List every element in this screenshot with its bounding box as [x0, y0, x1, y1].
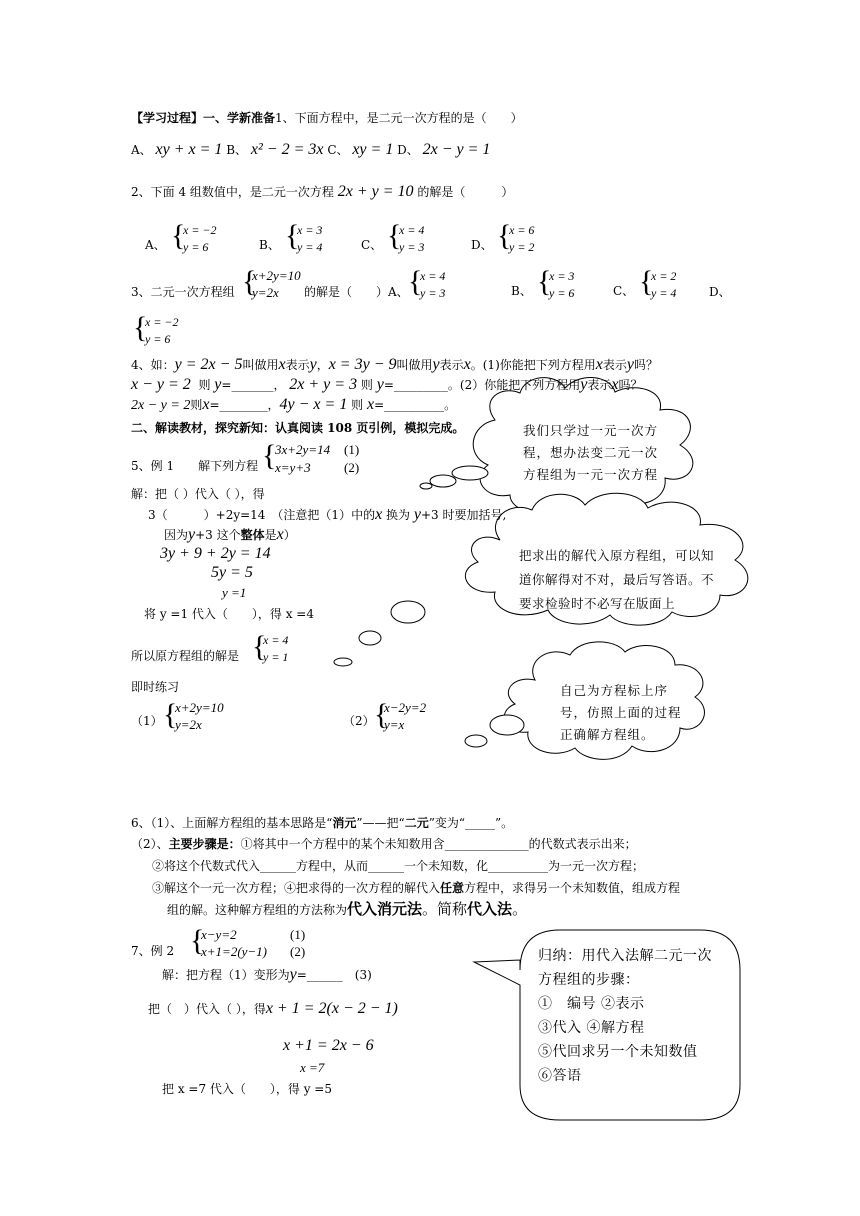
- q6-line1: [131, 815, 513, 831]
- q6-line4: [152, 880, 680, 896]
- q4-var: y: [376, 376, 384, 393]
- sol1-step4: 将 y =1 代入（ ），得 x =4: [144, 607, 314, 621]
- q6-l5c: 。: [512, 900, 528, 918]
- q3-option-d-label: D、: [709, 285, 731, 299]
- cloud1-line: 方程组为一元一次方程: [523, 467, 659, 482]
- sol2-line5: 把 x =7 代入（ ），得 y =5: [162, 1082, 332, 1096]
- q6-xiaoyuan: 消元: [332, 816, 357, 830]
- q4-var: x: [595, 356, 603, 373]
- ex1-n1: (1): [344, 442, 360, 457]
- q4-l3b: 则: [351, 398, 364, 412]
- q2-option-brace: {: [497, 219, 512, 252]
- q6-l5b: 。简称: [422, 900, 468, 918]
- cloud-2-puff: [391, 601, 425, 623]
- q4-l2d: 表示: [587, 378, 612, 392]
- q4-l2b: 则: [360, 378, 373, 392]
- q4-l1e: 表示: [439, 358, 464, 372]
- q1-c-label: C、: [327, 143, 349, 157]
- q3-text: 3、二元一次方程组: [131, 285, 235, 299]
- ex2-l2: x+1=2(y−1): [201, 944, 268, 959]
- q2-text: 2、下面 4 组数值中，是二元一次方程: [131, 185, 334, 199]
- q6-l2b[interactable]: ①将其中一个方程中的某个未知数用含______________的代数式表示出来；: [240, 837, 637, 851]
- q3-option-d-line: x = −2: [145, 315, 179, 329]
- q3-option-a-brace: {: [408, 265, 423, 298]
- q2-option-label: D、: [471, 238, 493, 252]
- q2-option-brace: {: [387, 219, 402, 252]
- section2-heading: 二、解读教材，探究新知：认真阅读 108 页引例，模拟完成。: [131, 421, 465, 435]
- q3-sys-l1: x+2y=10: [252, 268, 301, 283]
- q6-l2a: （2）、: [131, 837, 169, 851]
- q6-eryuan: 二元: [404, 816, 429, 830]
- cloud2-line: 把求出的解代入原方程组，可以知: [519, 548, 715, 563]
- prac1-l2: y=2x: [175, 717, 202, 732]
- q6-l4b: 方程中，求得另一个未知数值，组成方程: [464, 881, 681, 895]
- sol2-line3: x +1 = 2x − 6: [283, 1037, 374, 1054]
- q3-option-b-brace: {: [537, 265, 552, 298]
- sol2-l1b[interactable]: =______ (3): [296, 968, 372, 982]
- q2-option-line: y = 3: [399, 240, 425, 254]
- q1-a-label: A、: [131, 143, 152, 157]
- prac2-l1: x−2y=2: [384, 700, 427, 715]
- q4-line3: [131, 397, 456, 414]
- sol2-l1a: 解：把方程（1）变形为: [162, 968, 290, 982]
- sol1-l2b: 换为: [386, 508, 411, 522]
- cloud-1-puff: [452, 466, 488, 480]
- q2-line: [131, 184, 513, 200]
- q4-var: x: [611, 376, 619, 393]
- ex2-n2: (2): [290, 944, 306, 959]
- q1-d: 2x − y = 1: [422, 141, 491, 158]
- q6-daixiao: 代入消元法: [347, 900, 423, 918]
- cloud2-line: 道你解得对不对，最后写答语。不: [519, 572, 715, 587]
- section1-line: [131, 110, 523, 126]
- cloud-3-puff: [490, 715, 524, 735]
- q4-var: y: [309, 356, 317, 373]
- q2-option-label: B、: [259, 238, 280, 252]
- q6-renyi: 任意: [440, 881, 465, 895]
- sol1-l3c: 整体: [240, 528, 265, 542]
- q3-option-b-line: x = 3: [549, 269, 575, 283]
- sol2-l2b: x + 1 = 2(x − 2 − 1): [265, 1000, 398, 1017]
- q4-l2-eq1: x − y = 2: [131, 376, 191, 393]
- summary-line: ③代入 ④解方程: [538, 1020, 645, 1036]
- q6-daifa: 代入法: [467, 900, 513, 918]
- q6-line5: [167, 901, 527, 918]
- ex1-l1: 3x+2y=14: [275, 442, 331, 457]
- cloud-1-puff: [420, 483, 432, 489]
- q2-option-brace: {: [171, 219, 186, 252]
- q4-l1f: 。(1)你能把下列方程用: [470, 358, 596, 372]
- q2-option-line: x = 6: [509, 223, 535, 237]
- sol1-l2a: 3（ ）+2y=14 （注意把（1）中的: [148, 508, 376, 522]
- q3-sys-l2: y=2x: [252, 285, 279, 300]
- q4-var: x: [463, 356, 471, 373]
- q4-l1b: 叫做用: [242, 358, 279, 372]
- cloud3-text: [560, 680, 682, 746]
- sol2-line1: [162, 967, 372, 983]
- cloud3-line: 号，仿照上面的过程: [560, 705, 682, 720]
- q4-line2: [131, 377, 643, 393]
- sol1-ans-l1: x = 4: [263, 633, 289, 647]
- q1-text: 1、下面方程中，是二元一次方程的是（ ）: [275, 111, 523, 125]
- q6-l5a: 组的解。这种解方程组的方法称为: [167, 903, 348, 917]
- q2-option-line: x = 4: [399, 223, 425, 237]
- sol1-var: y: [188, 526, 196, 543]
- sol1-l2c: +3 时要加括号,: [420, 508, 507, 522]
- q4-l1g: 表示: [602, 358, 627, 372]
- sol2-line4: x =7: [300, 1060, 325, 1075]
- q3-option-d-line: y = 6: [145, 332, 171, 346]
- ex1-label: 5、例 1 解下列方程: [131, 459, 259, 473]
- cloud2-line: 要求检验时不必写在版面上: [519, 596, 676, 611]
- practice-heading: 即时练习: [131, 680, 180, 694]
- q1-b: x² − 2 = 3x: [250, 141, 324, 158]
- q4-l1d: 叫做用: [396, 358, 433, 372]
- q2-option-line: x = 3: [297, 223, 323, 237]
- sol1-step2: 5y = 5: [211, 564, 253, 581]
- q4-line1: 4、如：y = 2x − 5叫做用x表示y，x = 3y − 9叫做用y表示x。(1)你能把下列方程用x表示y吗？: [131, 356, 658, 373]
- q4-blank[interactable]: =_________。: [383, 378, 460, 392]
- q3-option-d-brace: {: [133, 311, 148, 344]
- q4-l1h: 吗？: [633, 358, 658, 372]
- ex2-brace: {: [190, 924, 205, 957]
- q4-var: y: [214, 376, 222, 393]
- q3-option-c-line: x = 2: [651, 269, 677, 283]
- prac2-label: （2）: [343, 714, 375, 728]
- ex2-label: 7、例 2: [131, 944, 175, 958]
- summary-line: ⑥答语: [538, 1068, 582, 1084]
- q3-option-c-label: C、: [613, 284, 635, 298]
- sol2-l2a: 把（ ）代入（ ），得: [148, 1002, 266, 1016]
- q2-option-brace: {: [285, 219, 300, 252]
- q4-eq2: x = 3y − 9: [328, 356, 397, 373]
- prac1-l1: x+2y=10: [175, 700, 224, 715]
- q3-option-a-line: y = 3: [420, 286, 446, 300]
- cloud-3-puff: [465, 735, 487, 747]
- q4-var: y: [626, 356, 634, 373]
- q4-l3a: 则: [190, 398, 203, 412]
- q3-option-b-label: B、: [511, 284, 532, 298]
- q3-option-a-line: x = 4: [420, 269, 446, 283]
- q6-l4a: ③解这个一元一次方程；④把求得的一次方程的解代入: [152, 881, 441, 895]
- q6-main: 主要步骤是：: [168, 837, 241, 851]
- summary-text: [538, 944, 712, 1088]
- q3-brace: {: [242, 265, 257, 298]
- ex1-l2: x=y+3: [275, 460, 311, 475]
- section1-heading: 【学习过程】一、学新准备: [131, 111, 276, 125]
- sol1-line2: [148, 507, 506, 523]
- q6-line2: [131, 836, 637, 852]
- cloud1-line: 程，想办法变二元一次: [523, 445, 659, 460]
- prac1-label: （1）: [131, 714, 163, 728]
- prac2-l2: y=x: [384, 717, 405, 732]
- cloud2-text: [519, 544, 714, 616]
- q2-option-line: y = 2: [509, 240, 535, 254]
- q1-c: xy = 1: [352, 141, 394, 158]
- cloud-1-puff: [430, 475, 456, 487]
- q4-var: y: [432, 356, 440, 373]
- cloud-2-puff: [359, 631, 381, 645]
- sol1-var: x: [276, 526, 284, 543]
- summary-line: 方程组的步骤：: [538, 972, 640, 988]
- ex2-n1: (1): [290, 927, 306, 942]
- sol1-line3: [164, 527, 296, 543]
- ex2-l1: x−y=2: [201, 927, 237, 942]
- sol1-l3b: +3 这个: [195, 528, 241, 542]
- q4-l2a: 则: [198, 378, 211, 392]
- cloud1-text: [523, 420, 658, 486]
- sol2-line2: [148, 1001, 398, 1017]
- sol1-answer-label: 所以原方程组的解是: [131, 649, 240, 663]
- q2-option-label: A、: [145, 238, 166, 252]
- sol1-brace: {: [252, 630, 267, 663]
- q6-l1b: ”——把“: [356, 816, 405, 830]
- cloud-2-puff: [334, 658, 352, 666]
- sol1-ans-l2: y = 1: [263, 650, 289, 664]
- sol2-var: y: [289, 966, 297, 983]
- q4-blank[interactable]: =_______，: [221, 378, 286, 392]
- q4-l2-eq2: 2x + y = 3: [289, 376, 358, 393]
- q4-l1a: 4、如：: [131, 358, 175, 372]
- sol1-step3: y =1: [222, 585, 247, 600]
- q4-blank[interactable]: =________，: [209, 398, 280, 412]
- q2-equation: 2x + y = 10: [337, 183, 414, 200]
- q4-l2e: 吗？: [618, 378, 643, 392]
- summary-line: ⑤代回求另一个未知数值: [538, 1044, 698, 1060]
- q4-blank[interactable]: =__________。: [374, 398, 457, 412]
- q3-option-c-line: y = 4: [651, 286, 677, 300]
- q4-l3-eq1: 2x − y = 2: [131, 398, 191, 413]
- prac1-brace: {: [163, 698, 178, 731]
- sol1-var: y: [413, 506, 421, 523]
- ex1-brace: {: [262, 439, 277, 472]
- prac2-brace: {: [374, 698, 389, 731]
- q1-d-label: D、: [397, 143, 419, 157]
- sol1-l3a: 因为: [164, 528, 189, 542]
- q2-option-line: y = 6: [183, 240, 209, 254]
- sol1-line1: 解：把（ ）代入（ ），得: [131, 487, 265, 501]
- q4-l1c: 表示: [285, 358, 310, 372]
- q3-mid: 的解是（ ）A、: [304, 285, 409, 299]
- q4-var: x: [366, 396, 375, 413]
- cloud1-line: 我们只学过一元一次方: [523, 423, 659, 438]
- ex1-n2: (2): [344, 460, 360, 475]
- sol1-step1: 3y + 9 + 2y = 14: [160, 545, 271, 562]
- q4-l3-eq2: 4y − x = 1: [279, 396, 348, 413]
- q4-var: y: [580, 376, 588, 393]
- summary-line: 归纳：用代入法解二元一次: [538, 948, 712, 964]
- q6-l1c[interactable]: ”变为“_____”。: [428, 816, 514, 830]
- sol1-l3d: 是: [264, 528, 277, 542]
- cloud3-line: 正确解方程组。: [560, 727, 655, 742]
- q2-option-line: x = −2: [183, 223, 217, 237]
- q1-b-label: B、: [226, 143, 248, 157]
- q3-option-b-line: y = 6: [549, 286, 575, 300]
- q4-var: x: [278, 356, 286, 373]
- cloud3-line: 自己为方程标上序: [560, 683, 669, 698]
- q2-option-label: C、: [361, 238, 383, 252]
- q6-line3[interactable]: ②将这个代数式代入______方程中，从而______一个未知数，化__________为一元一次方程；: [152, 859, 645, 873]
- q1-a: xy + x = 1: [155, 141, 223, 158]
- sol1-l3e: ）: [283, 528, 296, 542]
- q2-end: 的解是（ ）: [417, 185, 514, 199]
- q4-eq1: y = 2x − 5: [174, 356, 243, 373]
- q4-var: x: [202, 396, 210, 413]
- sol1-var: x: [375, 506, 383, 523]
- q2-option-line: y = 4: [297, 240, 323, 254]
- q1-options: [131, 142, 490, 158]
- q3-option-c-brace: {: [639, 265, 654, 298]
- summary-line: ① 编号 ②表示: [538, 996, 645, 1012]
- q4-l2c: (2）你能把下列方程用: [459, 378, 581, 392]
- q6-l1a: 6、（1）、上面解方程组的基本思路是“: [131, 816, 333, 830]
